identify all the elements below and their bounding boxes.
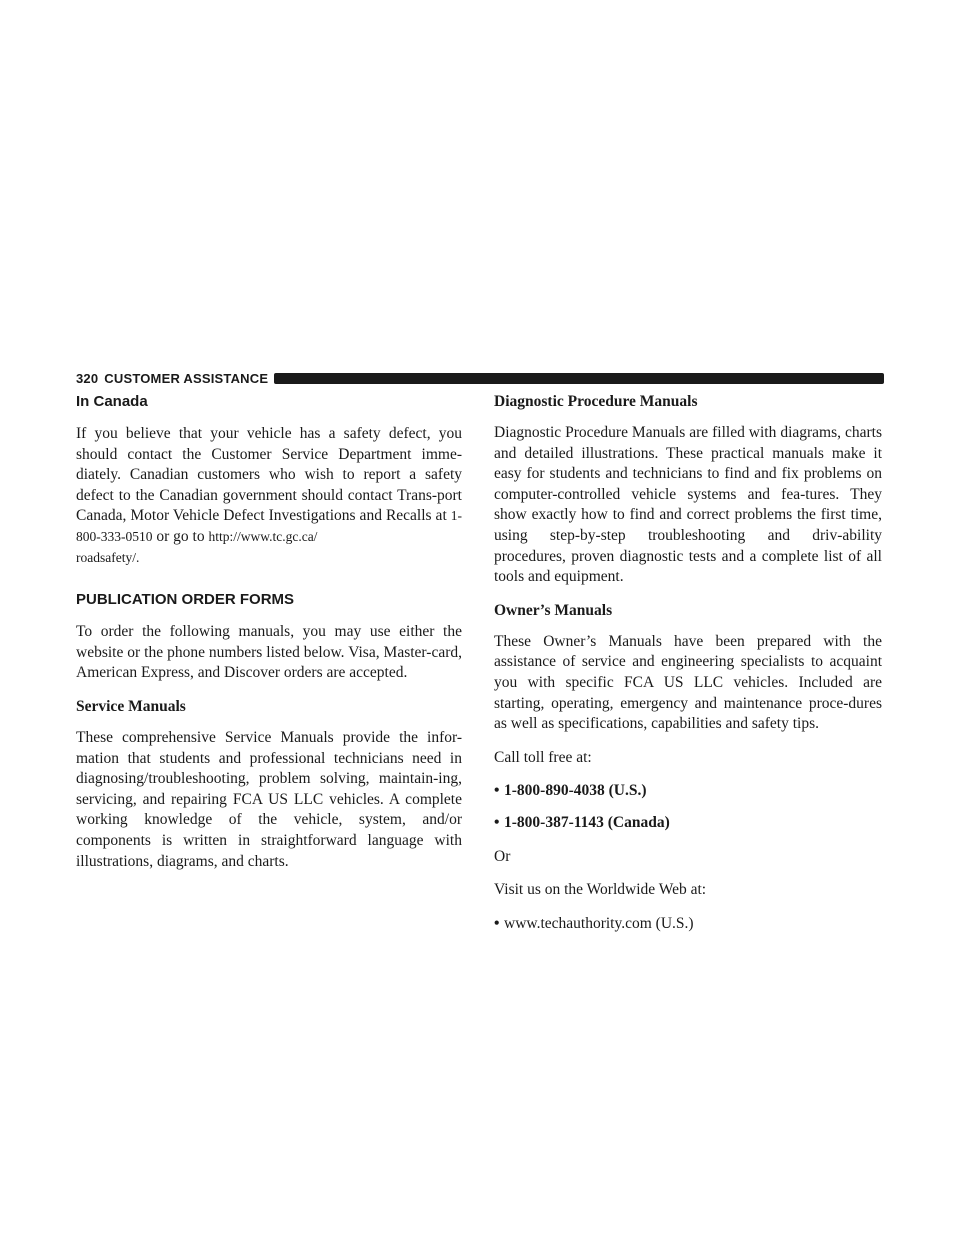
in-canada-paragraph: If you believe that your vehicle has a safety defect, you should contact the Customer Service Department imme-diately. Canadian customers who wish to report a safety defect to the Canadian government should contact Trans-port Canada, Motor Vehicle Defect Investigations and Recalls at 1-800-333-0510 or go to http://www.tc.gc.ca/ roadsafety/. xyxy=(76,425,462,565)
section-title: CUSTOMER ASSISTANCE xyxy=(104,370,269,386)
in-canada-heading: In Canada xyxy=(76,393,148,410)
canada-url-link[interactable]: http://www.tc.gc.ca/ xyxy=(208,528,318,544)
service-manuals-heading: Service Manuals xyxy=(76,697,186,715)
techauthority-link[interactable]: www.techauthority.com (U.S.) xyxy=(504,914,694,932)
page-header xyxy=(76,370,884,386)
list-item xyxy=(494,781,882,802)
phone-canada: 1-800-387-1143 (Canada) xyxy=(504,813,670,831)
bullet-icon: • xyxy=(494,813,500,831)
right-column xyxy=(494,392,882,947)
service-manuals-paragraph: These comprehensive Service Manuals provide the infor-mation that students and professional technicians need in diagnosing/troubleshooting, problem solving, maintain-ing, servicing, and repairing FCA US LLC vehicles. A complete working knowledge of the vehicle, system, and/or components is written in straightforward language with illustrations, diagrams, and charts. xyxy=(76,728,462,870)
left-column xyxy=(76,392,462,885)
or-label: Or xyxy=(494,847,511,865)
list-item xyxy=(494,914,882,935)
diagnostic-manuals-heading: Diagnostic Procedure Manuals xyxy=(494,393,698,410)
publication-paragraph: To order the following manuals, you may use either the website or the phone numbers listed below. Visa, Master-card, American Express, and Discover orders are accepted. xyxy=(76,623,462,682)
call-toll-free-label: Call toll free at: xyxy=(494,748,592,766)
visit-web-label: Visit us on the Worldwide Web at: xyxy=(494,881,707,899)
owners-manuals-heading: Owner’s Manuals xyxy=(494,601,613,619)
bullet-icon: • xyxy=(494,782,500,800)
header-rule xyxy=(274,373,884,384)
diagnostic-manuals-paragraph: Diagnostic Procedure Manuals are filled with diagrams, charts and detailed illustrations. These practical manuals make it easy for students and technicians to find and fix problems on computer-controlled vehicle systems and fea-tures. They show exactly how to find and correct problems the first time, using step-by-step troubleshooting and driv-ability procedures, proven diagnostic tests and a complete list of all tools and equipment. xyxy=(494,424,882,586)
page-number: 320 xyxy=(76,370,99,386)
web-list xyxy=(494,914,882,935)
phone-list xyxy=(494,781,882,833)
canada-url-link-cont[interactable]: roadsafety/. xyxy=(76,549,140,565)
publication-order-forms-heading: PUBLICATION ORDER FORMS xyxy=(76,591,295,609)
owners-manuals-paragraph: These Owner’s Manuals have been prepared with the assistance of service and engineering specialists to acquaint you with specific FCA US LLC vehicles. Included are starting, operating, emergency and maintenance proce-dures as well as specifications, capabilities and safety tips. xyxy=(494,632,882,733)
bullet-icon: • xyxy=(494,914,500,932)
phone-us: 1-800-890-4038 (U.S.) xyxy=(504,782,647,800)
canada-phone: 1-800-333-0510 xyxy=(76,508,462,544)
list-item xyxy=(494,813,882,834)
